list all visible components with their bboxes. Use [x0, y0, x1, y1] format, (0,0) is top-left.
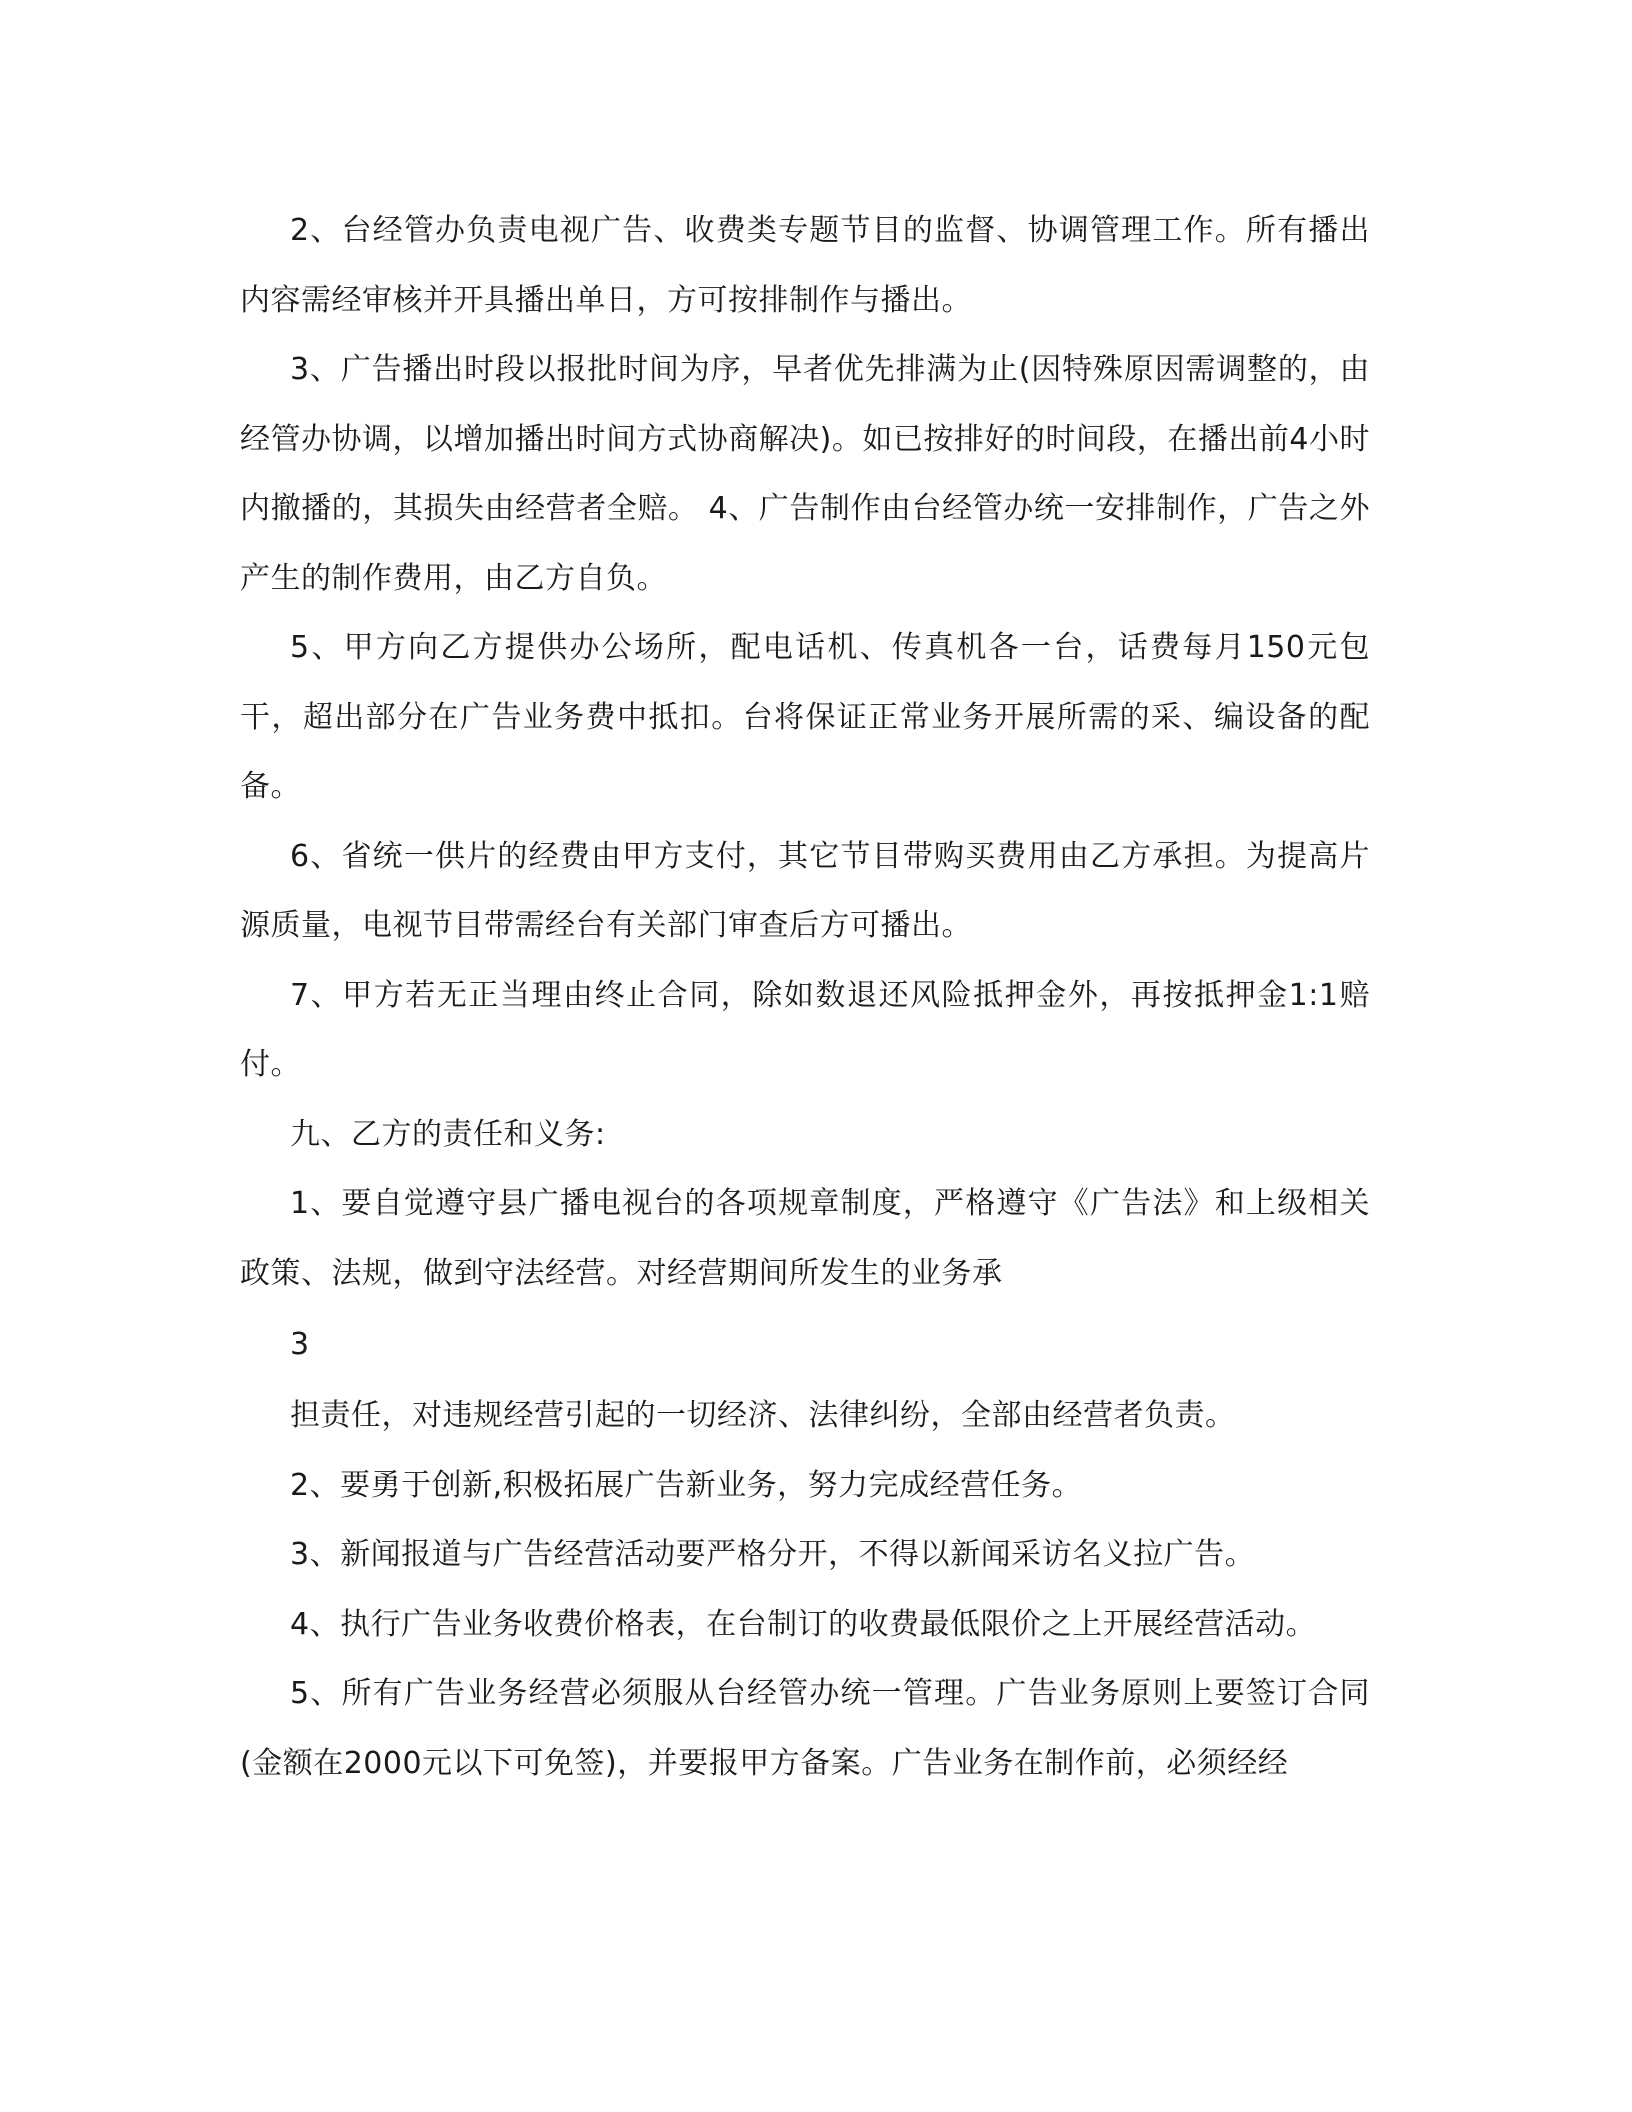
paragraph-6: 6、省统一供片的经费由甲方支付，其它节目带购买费用由乙方承担。为提高片源质量，电视节目带需经台有关部门审查后方可播出。: [240, 838, 1370, 943]
paragraph-b5: 5、所有广告业务经营必须服从台经管办统一管理。广告业务原则上要签订合同(金额在2000元以下可免签)，并要报甲方备案。广告业务在制作前，必须经经: [240, 1676, 1370, 1781]
paragraph-7: 7、甲方若无正当理由终止合同，除如数退还风险抵押金外，再按抵押金1:1赔付。: [240, 977, 1370, 1082]
paragraph-b1-continued: 担责任，对违规经营引起的一切经济、法律纠纷，全部由经营者负责。: [290, 1398, 1236, 1433]
paragraph-b2: 2、要勇于创新,积极拓展广告新业务，努力完成经营任务。: [290, 1467, 1083, 1503]
paragraph-2: 2、台经管办负责电视广告、收费类专题节目的监督、协调管理工作。所有播出内容需经审核并开具播出单日，方可按排制作与播出。: [240, 213, 1370, 318]
paragraph-5: 5、甲方向乙方提供办公场所，配电话机、传真机各一台，话费每月150元包干，超出部分在广告业务费中抵扣。台将保证正常业务开展所需的采、编设备的配备。: [240, 630, 1370, 804]
paragraph-3: 3、广告播出时段以报批时间为序，早者优先排满为止(因特殊原因需调整的，由经管办协调，以增加播出时间方式协商解决)。如已按排好的时间段，在播出前4小时内撤播的，其损失由经营者全赔。 4、广告制作由台经管办统一安排制作，广告之外产生的制作费用，由乙方自负。: [240, 352, 1370, 596]
paragraph-b4: 4、执行广告业务收费价格表，在台制订的收费最低限价之上开展经营活动。: [290, 1606, 1317, 1642]
page-number: 3: [290, 1327, 310, 1362]
paragraph-b1: 1、要自觉遵守县广播电视台的各项规章制度，严格遵守《广告法》和上级相关政策、法规，做到守法经营。对经营期间所发生的业务承: [240, 1186, 1370, 1291]
section-heading-9: 九、乙方的责任和义务:: [290, 1116, 606, 1152]
document-body: [240, 196, 1370, 1798]
paragraph-b3: 3、新闻报道与广告经营活动要严格分开，不得以新闻采访名义拉广告。: [290, 1537, 1256, 1572]
